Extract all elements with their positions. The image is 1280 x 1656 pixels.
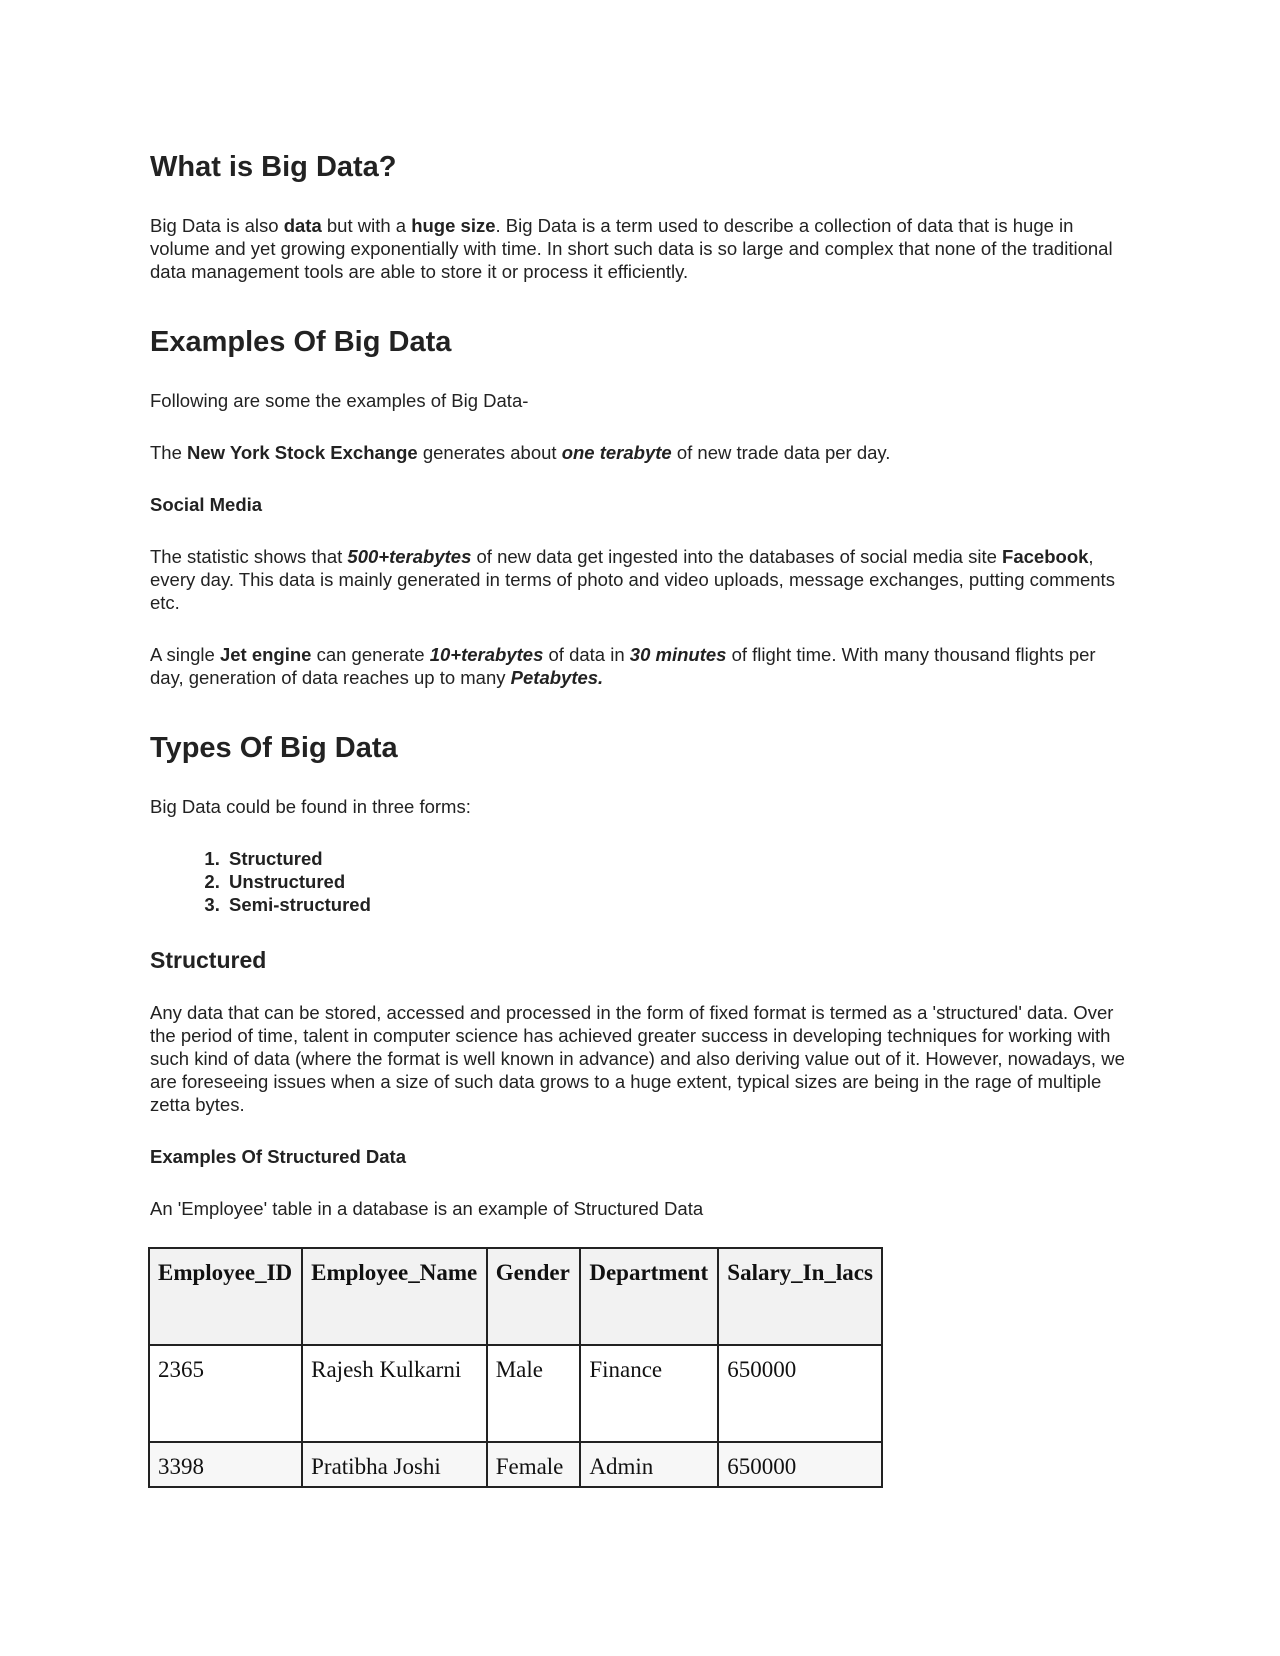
table-cell: Finance <box>580 1345 718 1442</box>
column-header: Employee_Name <box>302 1248 487 1345</box>
list-item: 1. Structured <box>225 847 1125 870</box>
table-cell: Admin <box>580 1442 718 1487</box>
paragraph-definition: Big Data is also data but with a huge size. Big Data is a term used to describe a collection of data that is huge in volume and yet growing exponentially with time. In short such data is so large and complex that none of the traditional data management tools are able to store it or process it efficiently. <box>150 215 1113 282</box>
heading-examples-structured: Examples Of Structured Data <box>150 1146 406 1167</box>
column-header: Department <box>580 1248 718 1345</box>
table-cell: Male <box>487 1345 581 1442</box>
table-cell: 2365 <box>149 1345 302 1442</box>
column-header: Employee_ID <box>149 1248 302 1345</box>
table-cell: 650000 <box>718 1442 882 1487</box>
paragraph-jet-engine: A single Jet engine can generate 10+terabytes of data in 30 minutes of flight time. With many thousand flights per day, generation of data reaches up to many Petabytes. <box>150 644 1096 688</box>
heading-types-of-big-data: Types Of Big Data <box>150 732 398 764</box>
paragraph-nyse: The New York Stock Exchange generates about one terabyte of new trade data per day. <box>150 442 891 463</box>
table-cell: Female <box>487 1442 581 1487</box>
paragraph-structured: Any data that can be stored, accessed and processed in the form of fixed format is termed as a 'structured' data. Over the period of time, talent in computer science has achieved greater success in developing techniques for working with such kind of data (where the format is well known in advance) and also deriving value out of it. However, nowadays, we are foreseeing issues when a size of such data grows to a huge extent, typical sizes are being in the rage of multiple zetta bytes. <box>150 1002 1125 1115</box>
heading-social-media: Social Media <box>150 494 263 515</box>
list-item: 3. Semi-structured <box>225 893 1125 916</box>
paragraph-examples-intro: Following are some the examples of Big Data- <box>150 390 529 411</box>
table-row <box>149 1442 882 1487</box>
column-header: Salary_In_lacs <box>718 1248 882 1345</box>
paragraph-types-intro: Big Data could be found in three forms: <box>150 796 471 817</box>
heading-examples-of-big-data: Examples Of Big Data <box>150 326 452 358</box>
employee-table <box>148 1247 883 1488</box>
heading-structured: Structured <box>150 947 267 973</box>
table-row <box>149 1345 882 1442</box>
table-header-row <box>149 1248 882 1345</box>
paragraph-employee-table-intro: An 'Employee' table in a database is an example of Structured Data <box>150 1198 704 1219</box>
document-content <box>150 150 1125 1488</box>
paragraph-social-media: The statistic shows that 500+terabytes of new data get ingested into the databases of social media site Facebook, every day. This data is mainly generated in terms of photo and video uploads, message exchanges, putting comments etc. <box>150 546 1115 613</box>
list-item: 2. Unstructured <box>225 870 1125 893</box>
table-cell: Rajesh Kulkarni <box>302 1345 487 1442</box>
table-cell: 3398 <box>149 1442 302 1487</box>
column-header: Gender <box>487 1248 581 1345</box>
table-cell: 650000 <box>718 1345 882 1442</box>
heading-what-is-big-data: What is Big Data? <box>150 151 397 183</box>
forms-list <box>150 847 1125 916</box>
table-cell: Pratibha Joshi <box>302 1442 487 1487</box>
